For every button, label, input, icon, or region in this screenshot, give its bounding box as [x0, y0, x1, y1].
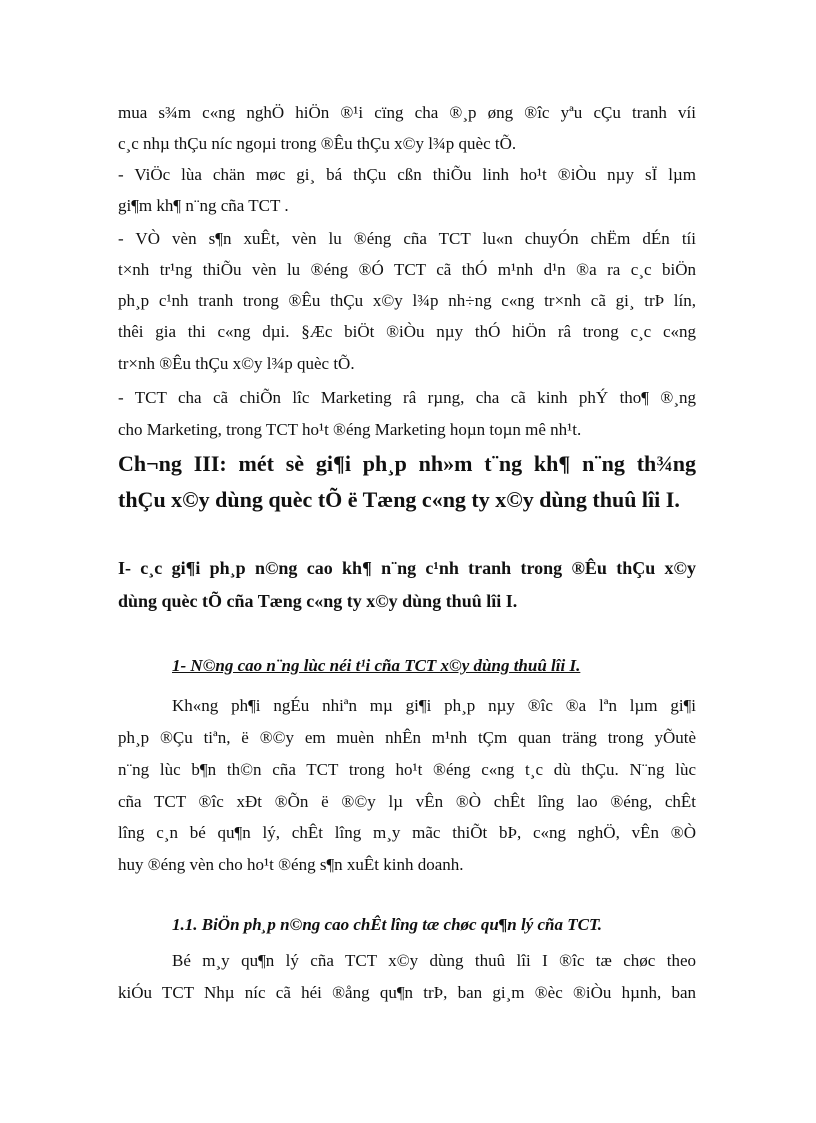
body-line: - TCT cha cã chiÕn lîc Marketing râ rµng, cha cã kinh phÝ tho¶ ®¸ng	[118, 388, 696, 407]
body-line: tr×nh ®Êu thÇu x©y l¾p quèc tÕ.	[118, 354, 355, 373]
body-line: thêi gia thi c«ng dµi. §Æc biÖt ®iÒu nµy thÓ hiÖn râ trong c¸c c«ng	[118, 322, 696, 341]
body-line: - VÒ vèn s¶n xuÊt, vèn lu ®éng cña TCT lu«n chuyÓn chËm dÉn tíi	[118, 229, 696, 248]
subsection-heading: 1.1. BiÖn ph¸p n©ng cao chÊt lîng tæ chøc qu¶n lý cña TCT.	[172, 915, 603, 934]
body-line: lîng c¸n bé qu¶n lý, chÊt lîng m¸y mãc thiÕt bÞ, c«ng nghÖ, vÊn ®Ò	[118, 823, 696, 842]
section-heading: dùng quèc tÕ cña Tæng c«ng ty x©y dùng thuû lîi I.	[118, 591, 518, 611]
body-line: gi¶m kh¶ n¨ng cña TCT .	[118, 196, 289, 215]
chapter-title: thÇu x©y dùng quèc tÕ ë Tæng c«ng ty x©y dùng thuû lîi I.	[118, 487, 680, 512]
body-line: ph¸p ®Çu tiªn, ë ®©y em muèn nhÊn m¹nh tÇm quan träng trong yÕutè	[118, 728, 696, 747]
body-line: ph¸p c¹nh tranh trong ®Êu thÇu x©y l¾p nh÷ng c«ng tr×nh cã gi¸ trÞ lín,	[118, 291, 696, 310]
section-heading: I- c¸c gi¶i ph¸p n©ng cao kh¶ n¨ng c¹nh tranh trong ®Êu thÇu x©y	[118, 558, 696, 578]
body-line: t×nh tr¹ng thiÕu vèn lu ®éng ®Ó TCT cã thÓ m¹nh d¹n ®a ra c¸c biÖn	[118, 260, 696, 279]
body-line: Kh«ng ph¶i ngÉu nhiªn mµ gi¶i ph¸p nµy ®îc ®a lªn lµm gi¶i	[172, 696, 696, 715]
body-line: cña TCT ®îc xÐt ®Õn ë ®©y lµ vÊn ®Ò chÊt lîng lao ®éng, chÊt	[118, 792, 696, 811]
subsection-title: 1- N©ng cao n¨ng lùc néi t¹i cña TCT x©y dùng thuû lîi I.	[172, 656, 581, 675]
body-line: Bé m¸y qu¶n lý cña TCT x©y dùng thuû lîi I ®îc tæ chøc theo	[172, 951, 696, 970]
body-line: c¸c nhµ thÇu níc ngoµi trong ®Êu thÇu x©y l¾p quèc tÕ.	[118, 134, 517, 153]
body-line: huy ®éng vèn cho ho¹t ®éng s¶n xuÊt kinh doanh.	[118, 855, 464, 874]
body-line: n¨ng lùc b¶n th©n cña TCT trong ho¹t ®éng c«ng t¸c dù thÇu. N¨ng lùc	[118, 760, 696, 779]
body-line: cho Marketing, trong TCT ho¹t ®éng Marketing hoµn toµn mê nh¹t.	[118, 420, 582, 439]
chapter-title: Ch¬ng III: mét sè gi¶i ph¸p nh»m t¨ng kh¶ n¨ng th¾ng	[118, 451, 696, 476]
body-line: kiÓu TCT Nhµ níc cã héi ®ång qu¶n trÞ, ban gi¸m ®èc ®iÒu hµnh, ban	[118, 983, 696, 1002]
subsection-heading	[172, 656, 580, 676]
body-line: mua s¾m c«ng nghÖ hiÖn ®¹i cïng cha ®¸p øng ®îc yªu cÇu tranh víi	[118, 103, 696, 122]
body-line: - ViÖc lùa chän møc gi¸ bá thÇu cßn thiÕu linh ho¹t ®iÒu nµy sÏ lµm	[118, 165, 696, 184]
